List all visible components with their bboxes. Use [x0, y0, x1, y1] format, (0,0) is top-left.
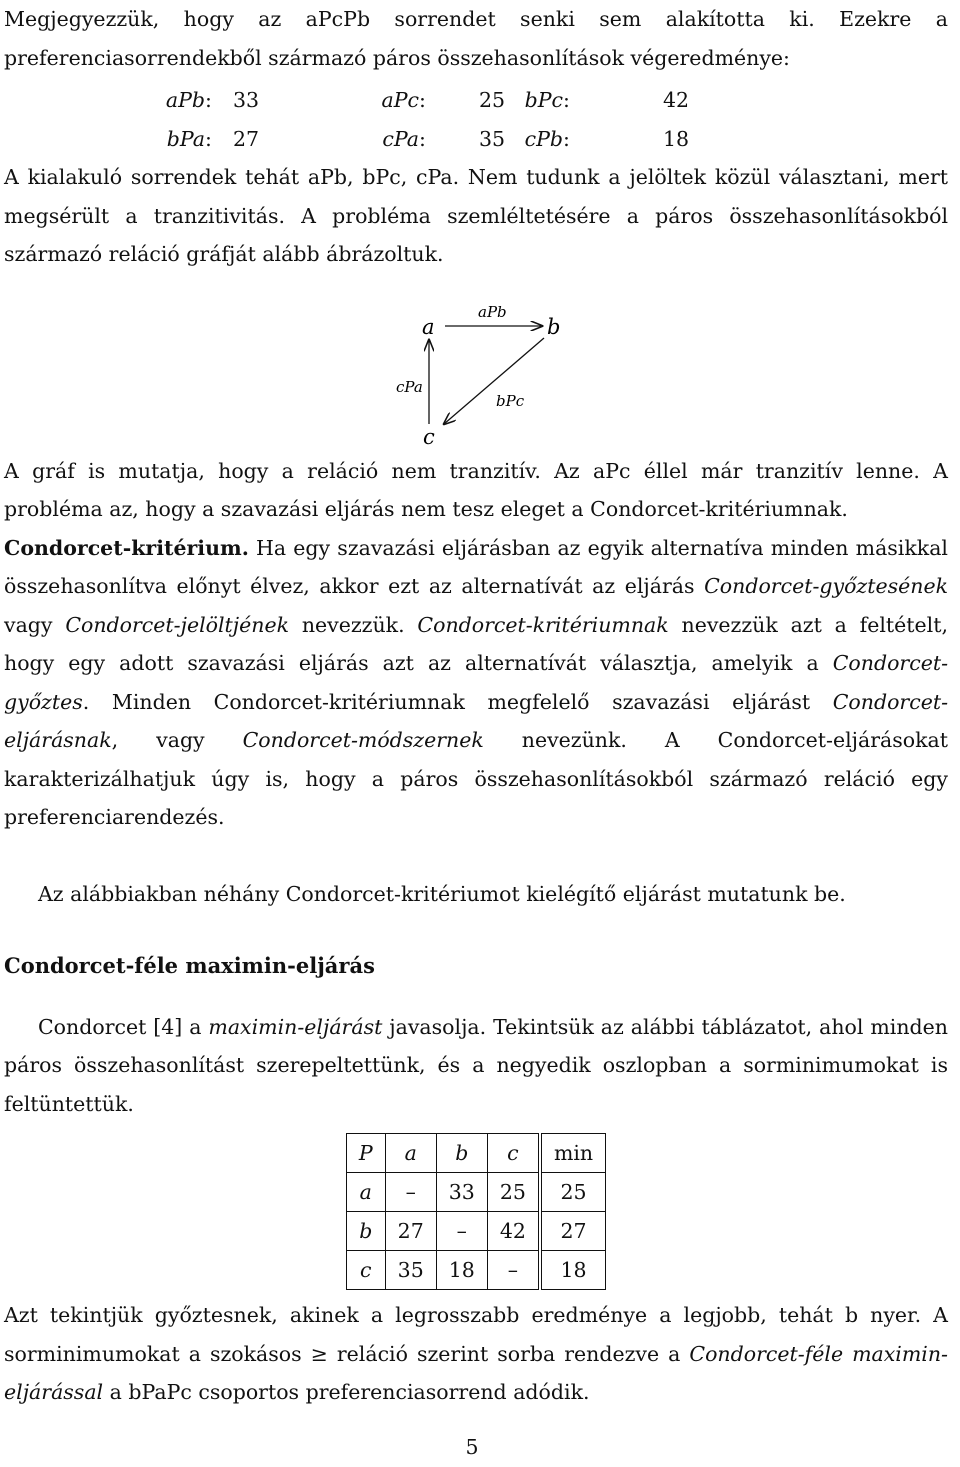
table-cell: b: [346, 1212, 385, 1251]
table-wrapper: [4, 1133, 948, 1290]
pref-colon: :: [563, 126, 570, 151]
italic-term: Condorcet-féle maximin-eljárással: [4, 1341, 948, 1404]
italic-term: Condorcet-jelöltjének: [65, 612, 290, 637]
table-cell: 25: [487, 1173, 540, 1212]
paragraph-transitivity: A kialakuló sorrendek tehát aPb, bPc, cPa. Nem tudunk a jelöltek közül választani, mert megsérült a tranzitivitás. A probléma szemléltetésére a páros összehasonlításokból származó reláció gráfját alább ábrázoltuk.: [4, 165, 948, 266]
maximin-table: [346, 1133, 606, 1290]
table-cell: 27: [385, 1212, 436, 1251]
page-number: 5: [465, 1435, 479, 1459]
table-header-cell: P: [346, 1134, 385, 1173]
pref-value: 27: [233, 126, 260, 151]
pref-value: 42: [663, 88, 690, 112]
text-run: nevezzük.: [289, 612, 418, 637]
pref-colon: :: [563, 88, 570, 112]
table-cell: –: [436, 1212, 487, 1251]
pref-value: 35: [479, 126, 506, 151]
table-row: [346, 1251, 605, 1290]
text-run: Condorcet [4] a: [38, 1014, 209, 1039]
graph-edge-label-ca: cPa: [396, 377, 423, 396]
table-cell: 18: [540, 1251, 606, 1290]
table-cell: 27: [540, 1212, 606, 1251]
paragraph-conclusion: [4, 1296, 948, 1412]
italic-term: maximin-eljárást: [208, 1014, 383, 1039]
pref-label: bPa: [166, 126, 205, 151]
paragraph-maximin: [4, 1008, 948, 1124]
table-cell: 42: [487, 1212, 540, 1251]
pref-label: aPb: [165, 88, 205, 112]
pref-label: cPa: [382, 126, 419, 151]
table-header-cell: a: [385, 1134, 436, 1173]
text-run: , vagy: [111, 728, 243, 752]
section-title: Condorcet-féle maximin-eljárás: [4, 953, 375, 978]
edge-bc-line: [444, 338, 544, 424]
italic-term: Condorcet-győztes: [4, 651, 948, 714]
pref-label: cPb: [524, 126, 563, 151]
table-cell: –: [385, 1173, 436, 1212]
graph-node-c: c: [423, 424, 435, 449]
pref-colon: :: [419, 88, 426, 112]
relation-graph: [4, 274, 948, 452]
table-cell: c: [346, 1251, 385, 1290]
graph-edge-label-ab: aPb: [478, 302, 507, 321]
paragraph-intro: Megjegyezzük, hogy az aPcPb sorrendet senki sem alakította ki. Ezekre a preferenciasorrendekből származó páros összehasonlítások végeredménye:: [4, 7, 948, 70]
text-run: . Minden Condorcet-kritériumnak megfelelő szavazási eljárást: [82, 689, 833, 714]
text-run: vagy: [4, 612, 66, 637]
italic-term: Condorcet-kritériumnak: [417, 612, 669, 637]
table-header-row: [346, 1134, 605, 1173]
table-cell: 33: [436, 1173, 487, 1212]
paragraph-condorcet-criterion: [4, 529, 948, 837]
paragraph-graph-note: A gráf is mutatja, hogy a reláció nem tranzitív. Az aPc éllel már tranzitív lenne. A probléma az, hogy a szavazási eljárás nem tesz eleget a Condorcet-kritériumnak.: [4, 458, 948, 521]
text-run: nevezünk. A Condorcet-eljárásokat karakterizálhatjuk úgy is, hogy a páros összehasonlításokból származó reláció egy preferenciarendezés.: [4, 728, 948, 829]
pref-value: 25: [479, 88, 506, 112]
graph-node-a: a: [422, 314, 435, 339]
text-run: Ha egy szavazási eljárásban az egyik alternatíva minden másikkal összehasonlítva előnyt élvez, akkor ezt az alternatívát az eljárás: [4, 535, 948, 598]
page: [4, 0, 948, 1412]
table-header-cell: min: [540, 1134, 606, 1173]
table-cell: –: [487, 1251, 540, 1290]
italic-term: Condorcet-eljárásnak: [4, 689, 948, 752]
graph-node-b: b: [547, 314, 561, 339]
table-cell: a: [346, 1173, 385, 1212]
graph-edge-label-bc: bPc: [496, 391, 525, 410]
pref-colon: :: [205, 88, 212, 112]
pref-label: bPc: [524, 88, 563, 112]
table-cell: 18: [436, 1251, 487, 1290]
table-cell: 25: [540, 1173, 606, 1212]
relation-graph-svg: [4, 274, 948, 452]
paragraph-intro-methods: Az alábbiakban néhány Condorcet-kritériumot kielégítő eljárást mutatunk be.: [38, 881, 846, 906]
criterion-heading: Condorcet-kritérium.: [4, 535, 249, 560]
table-row: [346, 1212, 605, 1251]
pref-value: 18: [663, 126, 690, 151]
text-run: javasolja. Tekintsük az alábbi táblázatot, ahol minden páros összehasonlítást szerepeltettünk, és a negyedik oszlopban a sorminimumokat is feltüntettük.: [4, 1014, 949, 1116]
table-header-cell: c: [487, 1134, 540, 1173]
pref-label: aPc: [381, 88, 419, 112]
text-run: Azt tekintjük győztesnek, akinek a legrosszabb eredménye a legjobb, tehát b nyer. A sorminimumokat a szokásos ≥ reláció szerint sorba rendezve a: [4, 1303, 948, 1366]
pairwise-results: [4, 81, 948, 158]
table-row: [346, 1173, 605, 1212]
text-run: a bPaPc csoportos preferenciasorrend adódik.: [103, 1380, 590, 1404]
table-cell: 35: [385, 1251, 436, 1290]
pref-colon: :: [205, 126, 212, 151]
table-header-cell: b: [436, 1134, 487, 1173]
pref-colon: :: [419, 126, 426, 151]
italic-term: Condorcet-győztesének: [704, 574, 948, 598]
italic-term: Condorcet-módszernek: [242, 728, 484, 752]
pref-value: 33: [233, 88, 260, 112]
text-run: nevezzük azt a feltételt, hogy egy adott szavazási eljárás azt az alternatívát választja, amelyik a: [4, 612, 948, 675]
